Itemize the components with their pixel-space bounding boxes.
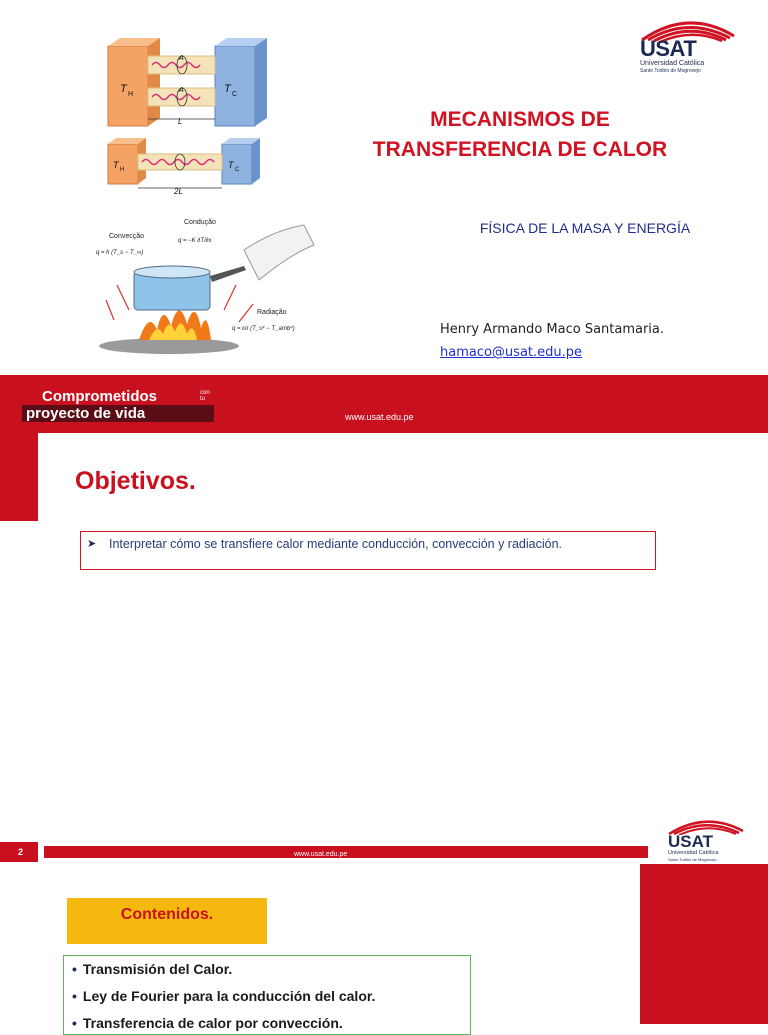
- svg-text:A: A: [179, 87, 184, 94]
- objectives-title: Objetivos.: [75, 467, 196, 495]
- right-accent-bar: [640, 864, 768, 1024]
- heat-transfer-illustration: [94, 210, 319, 358]
- svg-text:A: A: [179, 55, 184, 62]
- author-name: Henry Armando Maco Santamaria.: [440, 322, 665, 337]
- usat-logo: [638, 14, 738, 74]
- svg-text:H: H: [120, 167, 125, 173]
- list-item: • Transmisión del Calor.: [72, 961, 233, 977]
- contents-header-box: [67, 898, 267, 944]
- presentation-title: MECANISMOS DE TRANSFERENCIA DE CALOR: [372, 108, 668, 161]
- objectives-box: [80, 531, 656, 570]
- cold-label: T: [224, 83, 231, 95]
- slide-number: 2: [0, 842, 38, 862]
- hot-label: T: [120, 83, 127, 95]
- title-slide: [0, 0, 768, 375]
- svg-text:q = εσ (T_s⁴ − T_amb⁴): q = εσ (T_s⁴ − T_amb⁴): [232, 326, 295, 332]
- contents-title: Contenidos.: [120, 906, 214, 923]
- svg-text:C: C: [232, 91, 238, 98]
- svg-text:H: H: [128, 91, 134, 98]
- contents-list: [63, 955, 471, 1035]
- arrow-bullet-icon: ➤: [87, 538, 97, 550]
- logo-word: USAT: [640, 36, 697, 61]
- list-item: • Ley de Fourier para la conducción del calor.: [72, 988, 376, 1004]
- slogan-top: Comprometidos: [22, 389, 214, 405]
- bullet-icon: •: [72, 988, 77, 1004]
- radiation-label: Radiação: [257, 309, 287, 316]
- conduction-diagram: [100, 36, 270, 196]
- list-item: • Transferencia de calor por convección.: [72, 1015, 343, 1031]
- left-accent-bar: [0, 433, 38, 521]
- svg-text:q = −K ∂T/∂x: q = −K ∂T/∂x: [178, 238, 212, 244]
- objective-text: Interpretar cómo se transfiere calor mediante conducción, convección y radiación.: [109, 537, 563, 551]
- presentation-subtitle: FÍSICA DE LA MASA Y ENERGÍA: [479, 220, 691, 236]
- svg-text:C: C: [235, 167, 240, 173]
- conduction-label: Condução: [184, 219, 216, 226]
- slogan-logo: [22, 389, 214, 421]
- slogan-band: [0, 375, 768, 433]
- convection-label: Convecção: [109, 233, 145, 240]
- svg-text:T: T: [228, 160, 234, 170]
- logo-santo: Santo Toribio de Mogrovejo: [640, 68, 701, 74]
- length-label: L: [178, 117, 183, 126]
- length2-label: 2L: [174, 187, 183, 196]
- svg-text:T: T: [113, 160, 119, 170]
- svg-text:q = h (T_s − T_∞): q = h (T_s − T_∞): [96, 250, 144, 256]
- author-email-link[interactable]: hamaco@usat.edu.pe: [440, 345, 583, 360]
- slogan-bottom: proyecto de vida: [22, 405, 214, 422]
- logo-university: Universidad Católica: [640, 60, 705, 67]
- bullet-icon: •: [72, 961, 77, 977]
- usat-logo-small: USAT Universidad Católica Santo Toribio de Mogrovejo: [666, 815, 746, 865]
- band-url[interactable]: www.usat.edu.pe: [345, 412, 414, 422]
- slogan-con: con tu: [200, 390, 210, 402]
- strip-url[interactable]: www.usat.edu.pe: [294, 851, 348, 858]
- bullet-icon: •: [72, 1015, 77, 1031]
